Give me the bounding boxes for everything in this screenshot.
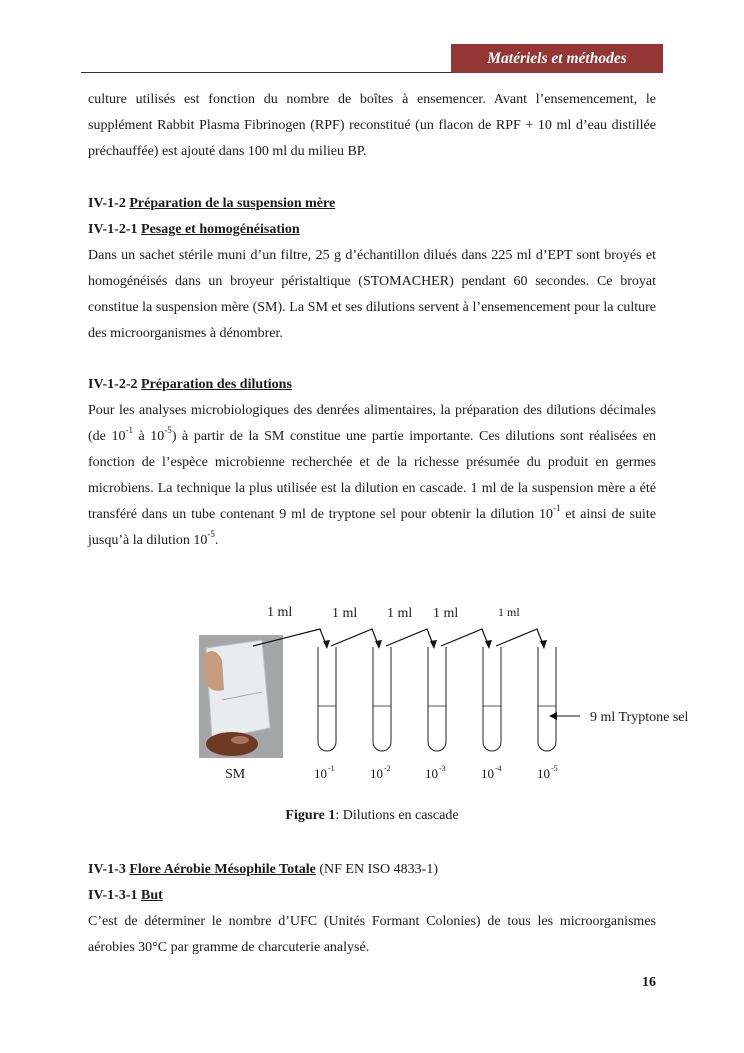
transfer-label: 1 ml [387,606,413,621]
paragraph-but: C’est de déterminer le nombre d’UFC (Unités Formant Colonies) de tous les microorganismes aérobies 30°C par gramme de charcuterie analysé. [88,914,656,955]
heading-title: Préparation de la suspension mère [129,196,336,211]
arrowhead [323,640,330,649]
stomacher-bag-photo [199,635,283,758]
arrowhead [430,640,437,649]
dilution-label [425,764,446,781]
page-number: 16 [642,975,656,990]
section-flore-aerobie [88,857,656,961]
transfer-arrow [441,629,489,647]
svg-text:-2: -2 [384,764,391,773]
section-header-title: Matériels et méthodes [487,49,627,67]
heading-iv-1-3 [88,857,656,883]
transfer-label: 1 ml [332,606,358,621]
heading-norm: (NF EN ISO 4833-1) [315,862,438,877]
heading-iv-1-3-1 [88,883,656,909]
heading-title: But [141,888,163,903]
dilution-label [481,764,502,781]
paragraph-pesage: Dans un sachet stérile muni d’un filtre, 25 g d’échantillon dilués dans 225 ml d’EPT sont broyés et homogénéisés dans un broyeur péristaltique (STOMACHER) pendant 60 secondes. Ce broyat constitue la suspension mère (SM). La SM et ses dilutions servent à l’ensemencement pour la culture des microorganismes à dénombrer. [88,248,656,341]
tube [538,647,556,751]
tube [373,647,391,751]
transfer-label: 1 ml [498,605,520,619]
heading-number: IV-1-3 [88,862,126,877]
svg-text:10: 10 [537,766,550,781]
transfer-label: 1 ml [433,606,459,621]
transfer-arrow [386,629,434,647]
tube [318,647,336,751]
arrowhead [540,640,547,649]
svg-text:-3: -3 [439,764,446,773]
arrowhead [375,640,382,649]
svg-text:10: 10 [314,766,327,781]
heading-title: Pesage et homogénéisation [141,222,300,237]
svg-text:-1: -1 [328,764,335,773]
svg-text:10: 10 [370,766,383,781]
heading-number: IV-1-2 [88,196,126,211]
transfer-label: 1 ml [267,605,293,620]
caption-text: : Dilutions en cascade [335,808,459,823]
dilution-label [537,764,558,781]
svg-text:10: 10 [481,766,494,781]
tube [483,647,501,751]
arrowhead [485,640,492,649]
caption-label: Figure 1 [285,808,336,823]
intro-paragraph: culture utilisés est fonction du nombre de boîtes à ensemencer. Avant l’ensemencement, le supplément Rabbit Plasma Fibrinogen (RPF) reconstitué (un flacon de RPF + 10 ml d’eau distillée préchauffée) est ajouté dans 100 ml du milieu BP. [88,92,656,159]
heading-number: IV-1-3-1 [88,888,138,903]
tryptone-arrowhead [549,712,557,720]
transfer-arrow [331,629,379,647]
heading-title: Préparation des dilutions [141,377,292,392]
heading-number: IV-1-2-2 [88,377,138,392]
svg-text:10: 10 [425,766,438,781]
svg-text:-5: -5 [551,764,558,773]
heading-number: IV-1-2-1 [88,222,138,237]
transfer-arrow [496,629,544,647]
tube [428,647,446,751]
sm-label: SM [225,767,246,782]
dilution-label [370,764,391,781]
tryptone-label: 9 ml Tryptone sel [590,710,689,725]
figure-caption [0,808,744,824]
heading-title: Flore Aérobie Mésophile Totale [129,862,316,877]
dilution-label [314,764,335,781]
svg-text:-4: -4 [495,764,502,773]
paragraph-dilutions: Pour les analyses microbiologiques des denrées alimentaires, la préparation des dilutions décimales (de $10^{-1}$ à $10^{-5}$) à partir de la SM constitue une partie importante. Ces dilutions sont réalisées en fonction de l’espèce microbienne recherchée et de la richesse présumée du produit en germes microbiens. La technique la plus utilisée est la dilution en cascade. 1 ml de la suspension mère a été transféré dans un tube contenant 9 ml de tryptone sel pour obtenir la dilution $10^{-1}$ et ainsi de suite jusqu’à la dilution $10^{-5}$. [88,403,656,548]
